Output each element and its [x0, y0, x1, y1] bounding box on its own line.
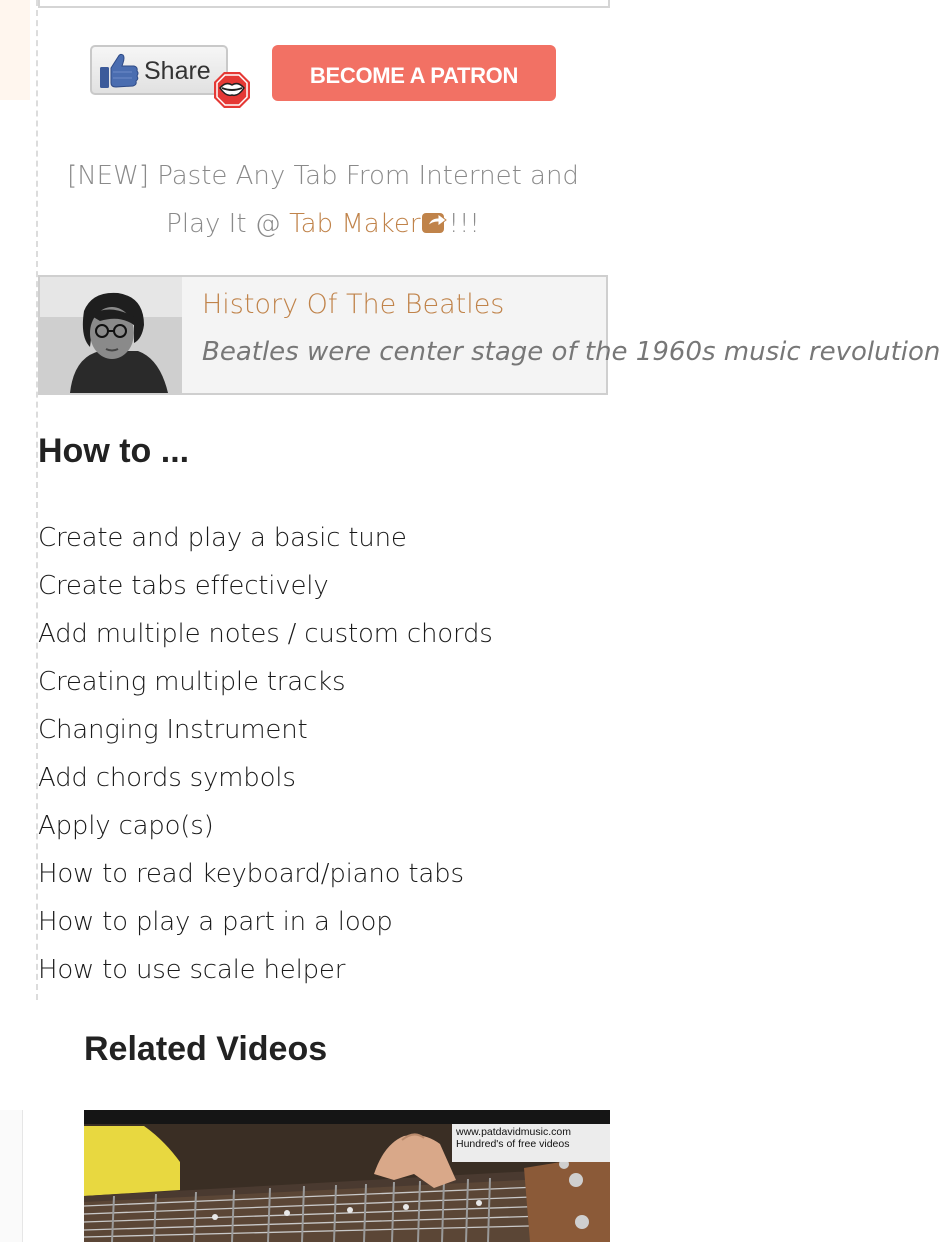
tab-maker-link-text: Tab Maker [289, 209, 421, 239]
howto-link[interactable]: Changing Instrument [38, 715, 308, 745]
announcement-text [38, 152, 608, 248]
howto-link[interactable]: How to play a part in a loop [38, 907, 393, 937]
howto-link[interactable]: Add multiple notes / custom chords [38, 619, 493, 649]
history-description: Beatles were center stage of the 1960s music revolution [202, 337, 940, 367]
video-caption-line-2: Hundred's of free videos [456, 1138, 570, 1150]
top-panel-edge [38, 0, 610, 8]
howto-link[interactable]: How to use scale helper [38, 955, 346, 985]
facebook-thumbs-up-icon [98, 52, 140, 90]
howto-link[interactable]: Creating multiple tracks [38, 667, 346, 697]
side-scroll-area [0, 1110, 23, 1242]
howto-link[interactable]: Add chords symbols [38, 763, 296, 793]
announcement-line-2 [38, 200, 608, 248]
related-videos-heading: Related Videos [84, 1030, 328, 1068]
announcement-line-1: [NEW] Paste Any Tab From Internet and [67, 161, 579, 191]
howto-link[interactable]: Create tabs effectively [38, 571, 329, 601]
video-caption [452, 1124, 610, 1162]
history-title: History Of The Beatles [202, 289, 505, 320]
tab-maker-link[interactable] [289, 209, 448, 239]
share-label: Share [144, 57, 211, 85]
become-patron-button[interactable]: BECOME A PATRON [272, 45, 556, 101]
history-card[interactable] [38, 275, 940, 395]
left-tint-strip [0, 0, 30, 100]
related-video-thumbnail[interactable] [84, 1110, 610, 1242]
howto-link[interactable]: How to read keyboard/piano tabs [38, 859, 464, 889]
video-caption-line-1: www.patdavidmusic.com [456, 1126, 571, 1138]
howto-link[interactable]: Apply capo(s) [38, 811, 214, 841]
lips-badge-icon[interactable] [212, 70, 252, 110]
howto-link[interactable]: Create and play a basic tune [38, 523, 407, 553]
facebook-share-button[interactable] [90, 45, 228, 95]
howto-list [38, 514, 493, 994]
howto-heading: How to ... [38, 432, 190, 470]
external-share-icon [421, 209, 449, 235]
announcement-prefix: Play It @ [166, 209, 290, 239]
history-thumbnail [40, 277, 182, 393]
portrait-photo-icon [40, 277, 182, 393]
announcement-suffix: !!! [448, 209, 480, 239]
